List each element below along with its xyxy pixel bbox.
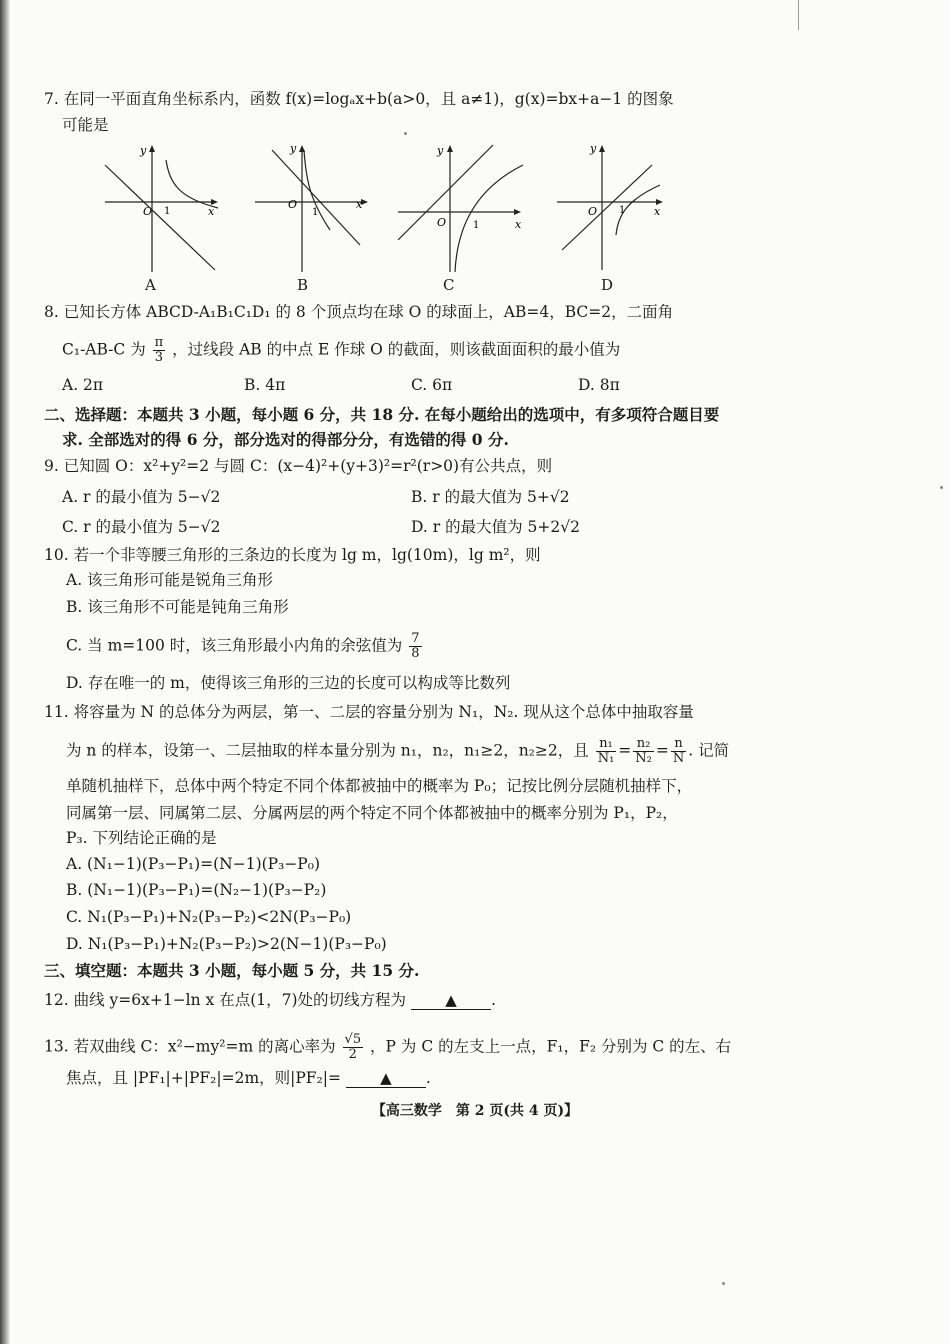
graph-b-origin: O [288,198,298,211]
graph-d-x-label: x [654,205,661,218]
q13-line1 [44,1033,731,1062]
q8-option-a: A. 2π [62,376,104,394]
graph-a-origin: O [143,205,153,218]
q8-option-d: D. 8π [578,376,620,394]
q11-f2-den: N₂ [635,751,652,766]
q11-eq-2: = [655,741,669,760]
q11-f2-num: n₂ [633,737,654,752]
q13-end: . [425,1069,431,1087]
q11-option-d: D. N₁(P₃−P₁)+N₂(P₃−P₂)>2(N−1)(P₃−P₀) [66,935,387,953]
graph-a-one: 1 [164,206,171,217]
q10-option-b: B. 该三角形不可能是钝角三角形 [66,598,289,616]
q13-line2-text: 焦点，且 |PF₁|+|PF₂|=2m，则|PF₂|= [66,1069,341,1087]
q9-option-b: B. r 的最大值为 5+√2 [411,488,570,506]
q8-option-b: B. 4π [244,376,286,394]
q8-option-c: C. 6π [411,376,453,394]
graph-b-y-label: y [290,142,297,155]
q8-line2-post: ，过线段 AB 的中点 E 作球 O 的截面，则该截面面积的最小值为 [172,340,621,359]
scan-edge [0,0,10,1344]
q11-line2 [66,737,729,766]
q10-option-d: D. 存在唯一的 m，使得该三角形的三边的长度可以构成等比数列 [66,674,511,692]
q7-line2: 可能是 [62,116,109,134]
q11-f1-den: N₁ [597,751,615,766]
graph-a [100,140,225,275]
q11-eq-1: = [618,741,632,760]
q9-option-a: A. r 的最小值为 5−√2 [62,488,221,506]
q11-line5: P₃. 下列结论正确的是 [66,829,217,847]
q10-option-c [66,632,424,661]
q11-line3: 单随机抽样下，总体中两个特定不同个体都被抽中的概率为 P₀；记按比例分层随机抽样下， [66,777,693,795]
graph-d-origin: O [588,205,598,218]
q8-line2 [62,336,620,365]
q13-line2 [66,1068,431,1088]
graph-d [552,140,677,275]
q10-option-a: A. 该三角形可能是锐角三角形 [66,571,274,589]
graph-c [393,140,528,275]
q11-line1: 11. 将容量为 N 的总体分为两层，第一、二层的容量分别为 N₁，N₂. 现从这个总体中抽取容量 [44,703,694,721]
graph-d-one: 1 [619,205,626,216]
q11-f1-num: n₁ [596,737,617,752]
q12-text: 12. 曲线 y=6x+1−ln x 在点(1，7)处的切线方程为 [44,991,407,1009]
q11-option-c: C. N₁(P₃−P₁)+N₂(P₃−P₂)<2N(P₃−P₀) [66,908,352,926]
graph-b-label: B [297,276,309,294]
graph-c-origin: O [437,216,447,229]
q11-line2-post: . 记简 [688,741,730,760]
q8-fraction [153,336,166,365]
graph-c-x-label: x [515,218,522,231]
q11-fraction-2 [633,737,654,766]
q10-frac-den: 8 [411,646,420,661]
q10-fraction [409,632,421,661]
graph-b-x-label: x [356,198,363,211]
q12-answer-blank[interactable]: ▲ [411,991,491,1010]
q9-stem: 9. 已知圆 O：x²+y²=2 与圆 C：(x−4)²+(y+3)²=r²(r>0)有公共点，则 [44,457,553,475]
graph-c-y-label: y [437,144,444,157]
q12-end: . [490,991,496,1009]
q8-line2-pre: C₁-AB-C 为 [62,340,146,359]
graph-a-x-label: x [208,205,215,218]
section2-title-line1: 二、选择题：本题共 3 小题，每小题 6 分，共 18 分. 在每小题给出的选项中，有多项符合题目要 [44,405,720,424]
graph-d-y-label: y [590,142,597,155]
q10-option-c-text: C. 当 m=100 时，该三角形最小内角的余弦值为 [66,636,403,655]
graph-c-one: 1 [473,220,480,231]
q13-line1-pre: 13. 若双曲线 C：x²−my²=m 的离心率为 [44,1037,336,1056]
q11-f3-num: n [671,737,686,752]
q11-fraction-3 [671,737,686,766]
section2-title-line2: 求. 全部选对的得 6 分，部分选对的得部分分，有选错的得 0 分. [62,430,509,449]
scan-speck [940,486,943,489]
q13-fraction [343,1033,364,1062]
q13-frac-num: √5 [344,1032,362,1047]
q11-line2-pre: 为 n 的样本，设第一、二层抽取的样本量分别为 n₁，n₂，n₁≥2，n₂≥2，且 [66,741,589,760]
graph-a-label: A [145,276,156,294]
graph-b-one: 1 [312,207,319,218]
q7-line1: 7. 在同一平面直角坐标系内，函数 f(x)=logₐx+b(a>0，且 a≠1)，g(x)=bx+a−1 的图象 [44,90,674,108]
q10-frac-num: 7 [411,631,420,646]
scan-speck [404,132,407,135]
section3-title: 三、填空题：本题共 3 小题，每小题 5 分，共 15 分. [44,961,420,980]
page-footer: 【高三数学 第 2 页(共 4 页)】 [371,1103,579,1119]
q10-stem: 10. 若一个非等腰三角形的三条边的长度为 lg m，lg(10m)，lg m²，则 [44,546,541,564]
graph-a-y-label: y [140,144,147,157]
q12 [44,990,496,1010]
graph-c-label: C [443,276,455,294]
scan-speck [722,1282,725,1285]
graph-d-label: D [601,276,614,294]
q9-option-c: C. r 的最小值为 5−√2 [62,518,221,536]
q11-option-a: A. (N₁−1)(P₃−P₁)=(N−1)(P₃−P₀) [66,855,320,873]
q13-line1-post: ，P 为 C 的左支上一点，F₁，F₂ 分别为 C 的左、右 [370,1037,732,1056]
q8-frac-den: 3 [154,350,164,365]
graph-b [250,140,375,275]
q11-line4: 同属第一层、同属第二层、分属两层的两个特定不同个体都被抽中的概率分别为 P₁，P₂， [66,804,678,822]
q11-f3-den: N [672,751,685,766]
q13-frac-den: 2 [348,1047,357,1062]
q11-fraction-1 [596,737,617,766]
q9-option-d: D. r 的最大值为 5+2√2 [411,518,580,536]
scan-mark [798,0,799,30]
q13-answer-blank[interactable]: ▲ [346,1069,426,1088]
q8-line1: 8. 已知长方体 ABCD-A₁B₁C₁D₁ 的 8 个顶点均在球 O 的球面上，AB=4，BC=2，二面角 [44,303,674,321]
q8-frac-num: π [154,335,164,350]
q11-option-b: B. (N₁−1)(P₃−P₁)=(N₂−1)(P₃−P₂) [66,881,327,899]
